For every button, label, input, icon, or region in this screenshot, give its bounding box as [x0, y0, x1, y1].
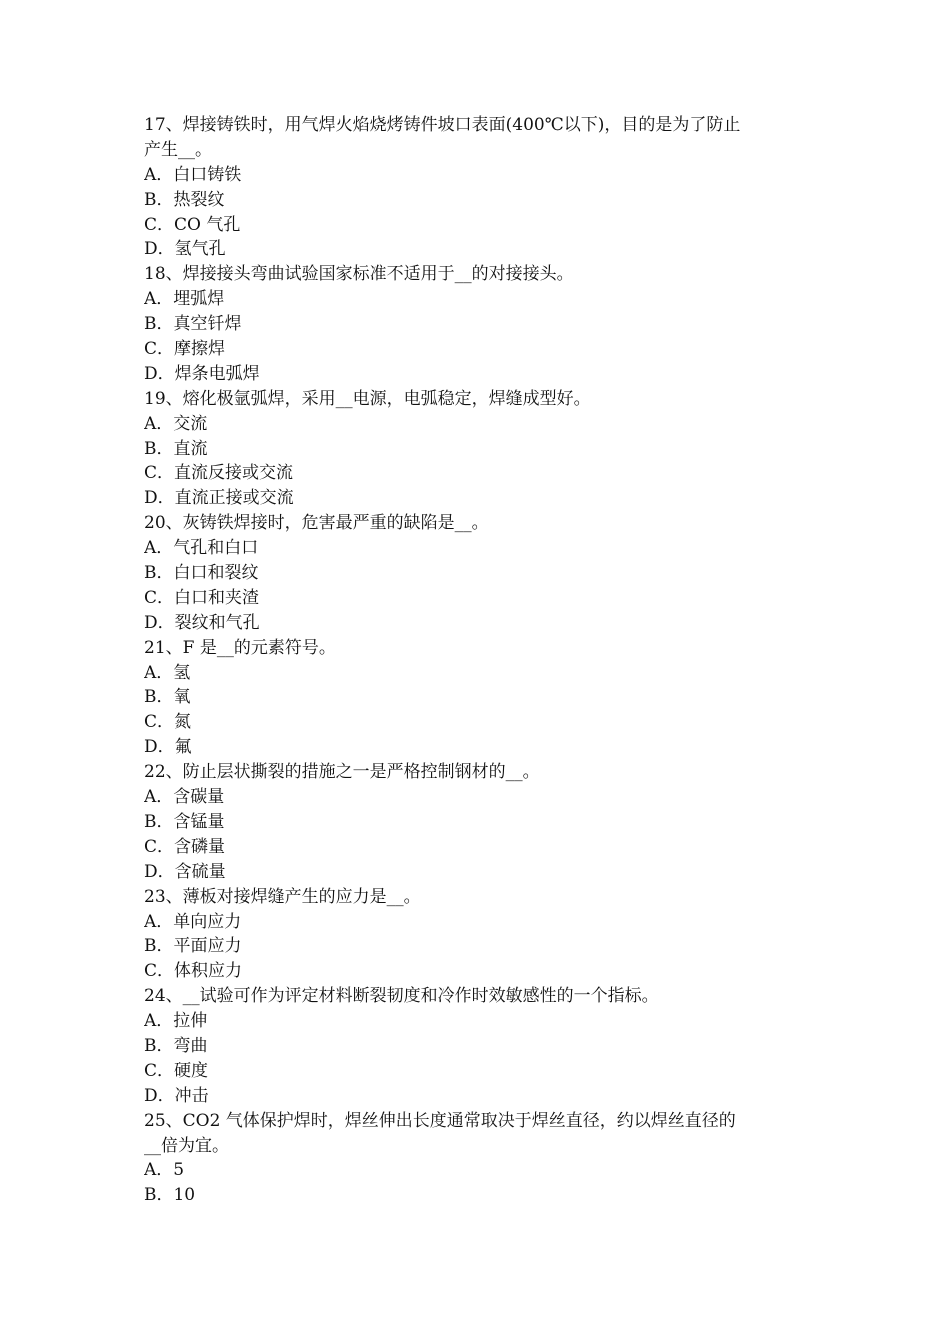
answer-option: A．单向应力	[144, 911, 242, 932]
answer-option: A．含碳量	[144, 787, 225, 808]
question-text: 22、防止层状撕裂的措施之一是严格控制钢材的__。	[144, 762, 540, 783]
answer-option: D．含硫量	[144, 861, 226, 882]
question-text: 20、灰铸铁焊接时，危害最严重的缺陷是__。	[144, 513, 489, 534]
answer-option: C．直流反接或交流	[144, 463, 294, 484]
answer-option: B．直流	[144, 438, 208, 459]
answer-option: C．氮	[144, 712, 192, 733]
answer-option: A．5	[144, 1160, 185, 1181]
answer-option: C．摩擦焊	[144, 339, 226, 360]
answer-option: C．体积应力	[144, 961, 243, 982]
answer-option: C．含磷量	[144, 836, 226, 857]
question-text: 18、焊接接头弯曲试验国家标准不适用于__的对接接头。	[144, 264, 574, 285]
question-text: 25、CO2 气体保护焊时，焊丝伸出长度通常取决于焊丝直径，约以焊丝直径的	[144, 1110, 736, 1131]
answer-option: D．氟	[144, 737, 192, 758]
question-list	[144, 113, 810, 1208]
answer-option: A．交流	[144, 413, 208, 434]
question-text: 21、F 是__的元素符号。	[144, 637, 336, 658]
answer-option: A．气孔和白口	[144, 538, 259, 559]
answer-option: A．拉伸	[144, 1011, 208, 1032]
answer-option: A．氢	[144, 662, 191, 683]
answer-option: C．白口和夹渣	[144, 587, 260, 608]
answer-option: B．平面应力	[144, 936, 242, 957]
answer-option: B．白口和裂纹	[144, 563, 259, 584]
question-block	[144, 262, 810, 386]
question-block	[144, 984, 810, 1108]
answer-option: B．10	[144, 1185, 196, 1206]
question-block	[144, 636, 810, 760]
answer-option: D．氢气孔	[144, 239, 226, 260]
question-block	[144, 511, 810, 635]
question-text: 23、薄板对接焊缝产生的应力是__。	[144, 886, 421, 907]
answer-option: B．含锰量	[144, 811, 225, 832]
answer-option: B．真空钎焊	[144, 314, 242, 335]
answer-option: B．氧	[144, 687, 191, 708]
question-block	[144, 760, 810, 884]
answer-option: C．CO 气孔	[144, 214, 241, 235]
question-text: __倍为宜。	[144, 1135, 229, 1156]
question-block	[144, 387, 810, 511]
answer-option: A．埋弧焊	[144, 289, 225, 310]
answer-option: A．白口铸铁	[144, 164, 242, 185]
question-text: 19、熔化极氩弧焊，采用__电源，电弧稳定，焊缝成型好。	[144, 388, 591, 409]
question-block	[144, 885, 810, 985]
question-text: 17、焊接铸铁时，用气焊火焰烧烤铸件坡口表面(400℃以下)，目的是为了防止	[144, 115, 741, 135]
answer-option: B．热裂纹	[144, 189, 225, 210]
answer-option: D．焊条电弧焊	[144, 363, 260, 384]
answer-option: C．硬度	[144, 1060, 209, 1081]
answer-option: D．冲击	[144, 1085, 209, 1106]
question-block	[144, 1109, 810, 1209]
answer-option: D．裂纹和气孔	[144, 612, 260, 633]
answer-option: B．弯曲	[144, 1035, 208, 1056]
question-text: 24、__试验可作为评定材料断裂韧度和冷作时效敏感性的一个指标。	[144, 986, 659, 1007]
question-block	[144, 113, 810, 262]
answer-option: D．直流正接或交流	[144, 488, 294, 509]
question-text: 产生__。	[144, 139, 212, 160]
